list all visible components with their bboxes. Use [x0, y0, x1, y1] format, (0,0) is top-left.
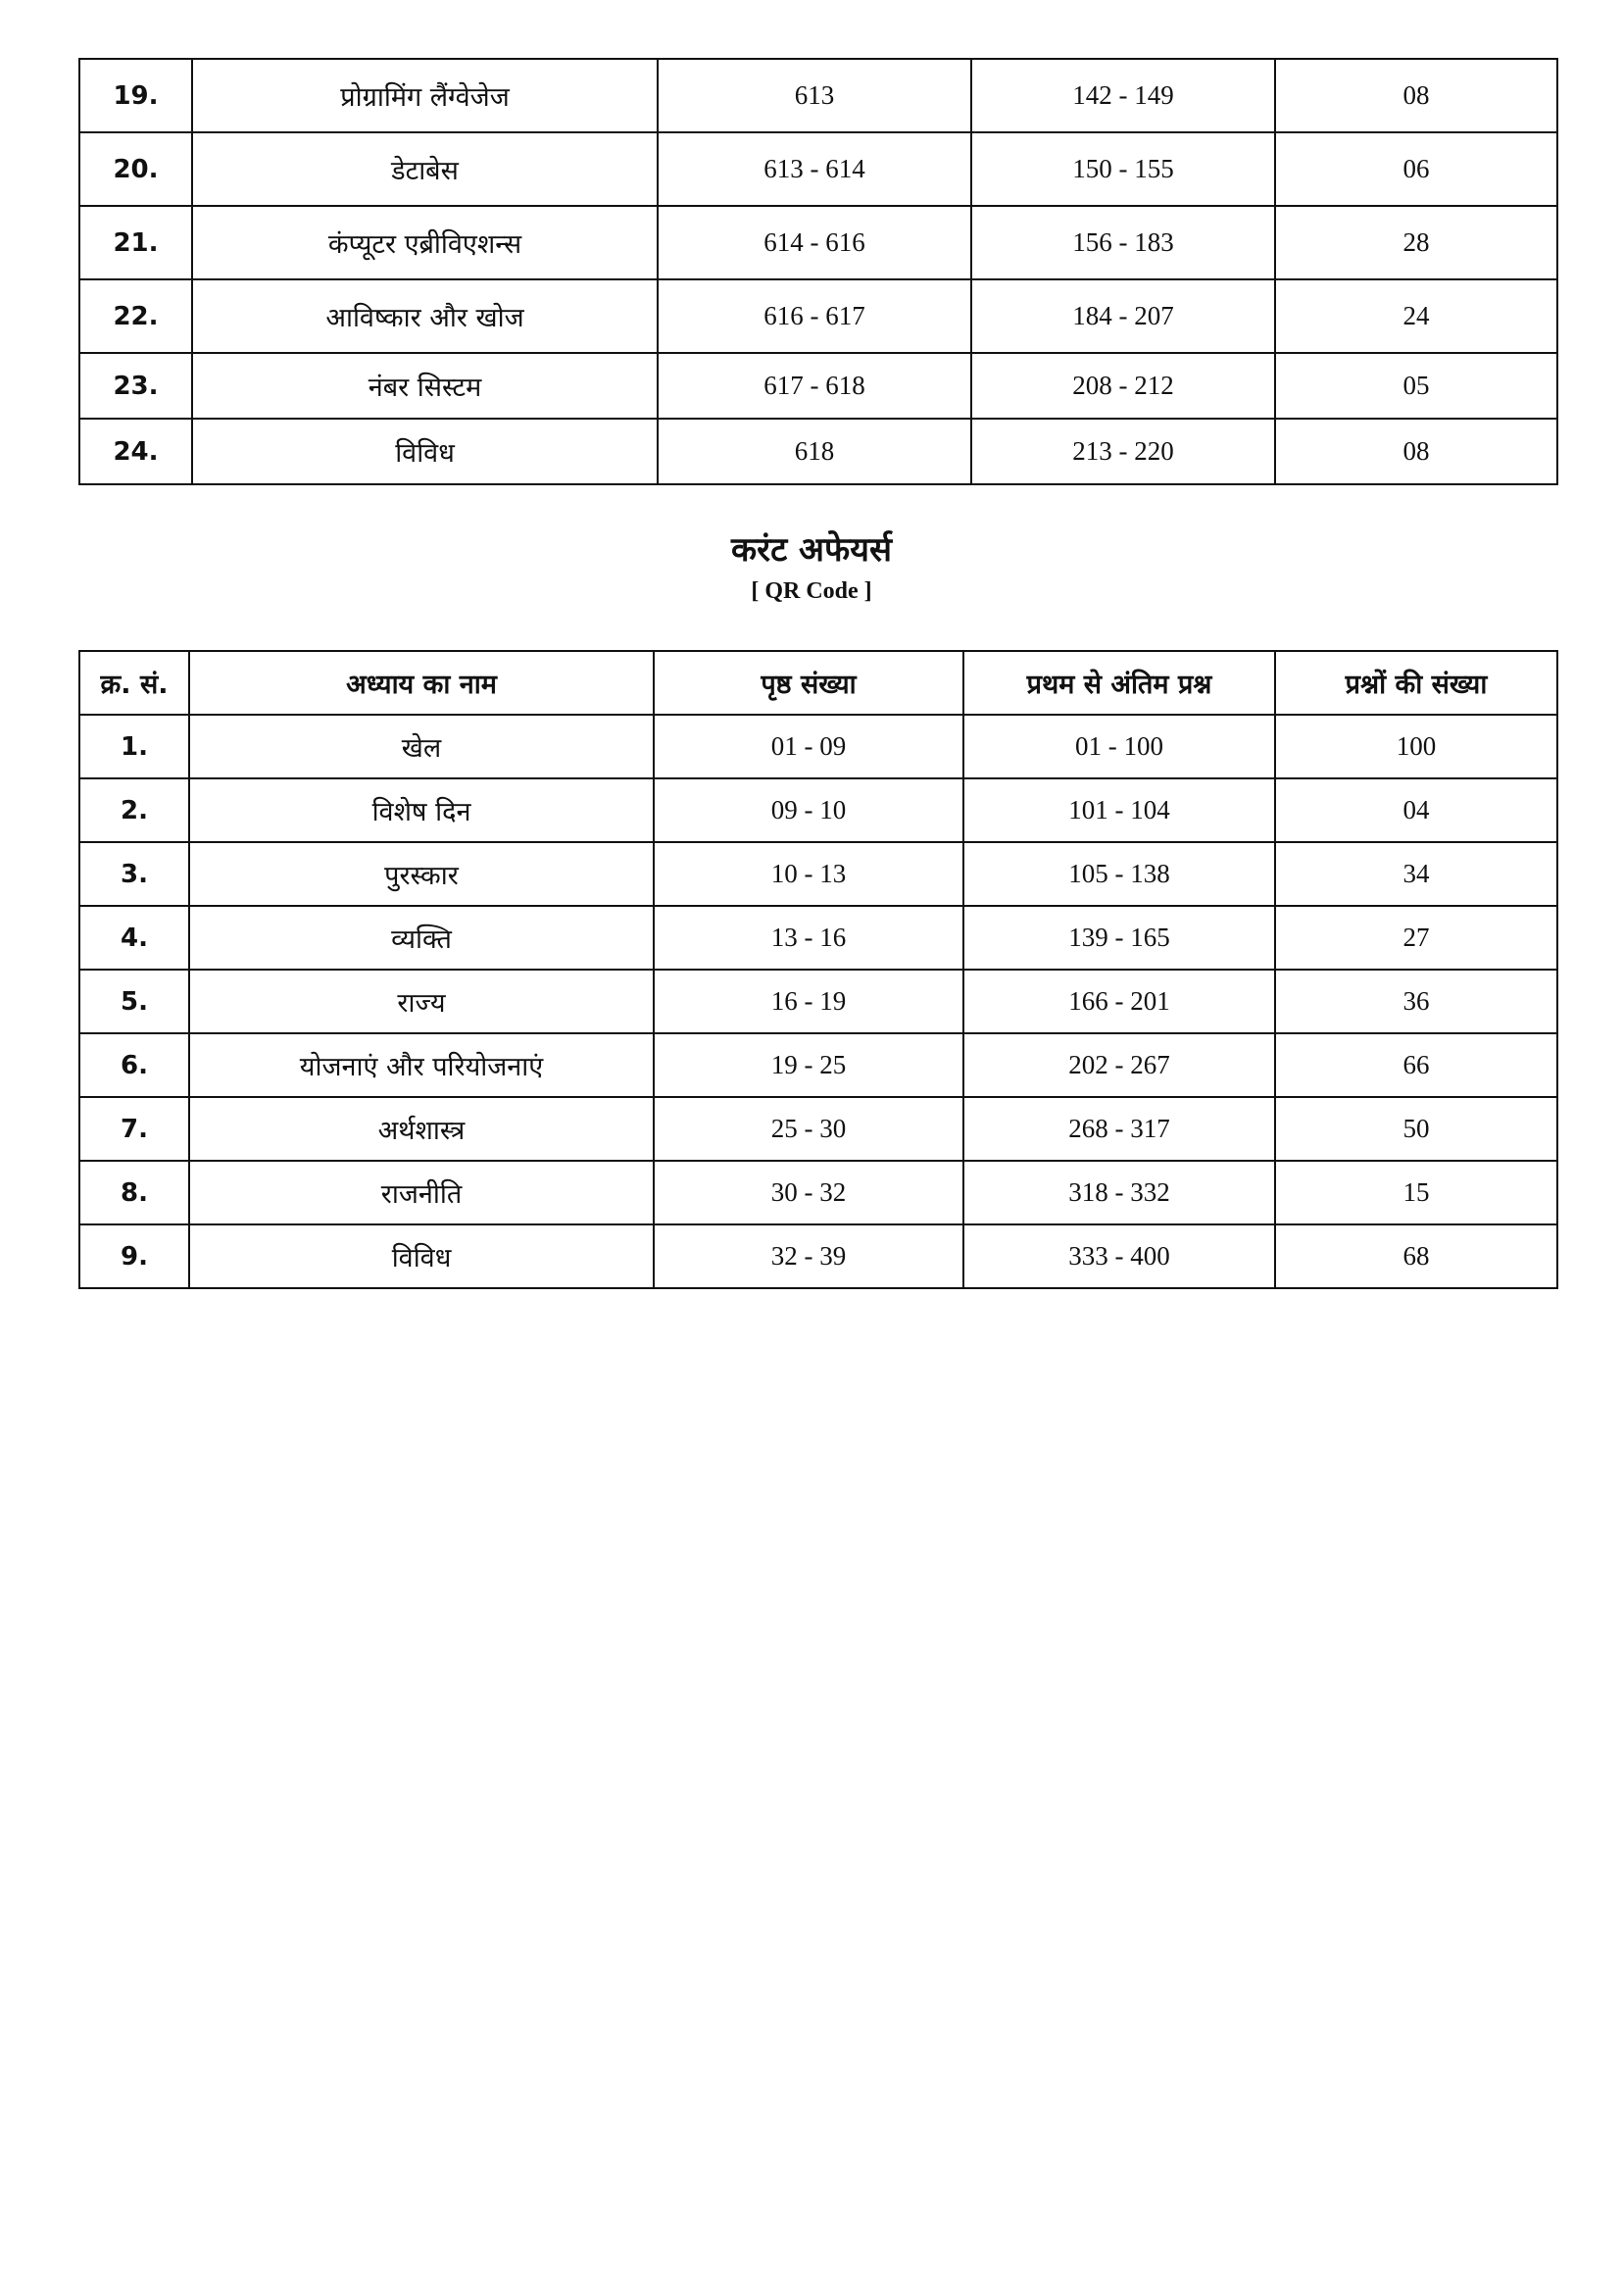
serial-number: 21.	[79, 206, 192, 279]
question-count: 50	[1275, 1097, 1557, 1161]
chapter-name: कंप्यूटर एब्रीविएशन्स	[192, 206, 658, 279]
question-range: 333 - 400	[963, 1224, 1275, 1288]
page-range: 616 - 617	[658, 279, 971, 353]
chapter-name: अर्थशास्त्र	[189, 1097, 654, 1161]
table-row	[79, 353, 1557, 419]
page-range: 25 - 30	[654, 1097, 963, 1161]
page-range: 30 - 32	[654, 1161, 963, 1224]
page-range: 09 - 10	[654, 778, 963, 842]
question-count: 100	[1275, 715, 1557, 778]
serial-number: 4.	[79, 906, 189, 970]
question-count: 08	[1275, 419, 1557, 484]
page-range: 13 - 16	[654, 906, 963, 970]
table-row	[79, 1161, 1557, 1224]
question-range: 268 - 317	[963, 1097, 1275, 1161]
page-range: 32 - 39	[654, 1224, 963, 1288]
toc-table-computer	[78, 58, 1558, 485]
question-count: 28	[1275, 206, 1557, 279]
page-range: 618	[658, 419, 971, 484]
serial-number: 9.	[79, 1224, 189, 1288]
question-range: 150 - 155	[971, 132, 1275, 206]
toc-table-current-affairs	[78, 650, 1558, 1289]
question-range: 101 - 104	[963, 778, 1275, 842]
serial-number: 3.	[79, 842, 189, 906]
chapter-name: राजनीति	[189, 1161, 654, 1224]
question-range: 139 - 165	[963, 906, 1275, 970]
question-count: 15	[1275, 1161, 1557, 1224]
chapter-name: प्रोग्रामिंग लैंग्वेजेज	[192, 59, 658, 132]
page-range: 19 - 25	[654, 1033, 963, 1097]
serial-number: 1.	[79, 715, 189, 778]
question-range: 318 - 332	[963, 1161, 1275, 1224]
table-row	[79, 842, 1557, 906]
chapter-name: योजनाएं और परियोजनाएं	[189, 1033, 654, 1097]
question-count: 05	[1275, 353, 1557, 419]
question-range: 184 - 207	[971, 279, 1275, 353]
chapter-name: डेटाबेस	[192, 132, 658, 206]
serial-number: 5.	[79, 970, 189, 1033]
question-range: 142 - 149	[971, 59, 1275, 132]
table-row	[79, 1224, 1557, 1288]
serial-number: 2.	[79, 778, 189, 842]
table-row	[79, 715, 1557, 778]
page-range: 16 - 19	[654, 970, 963, 1033]
table-row	[79, 419, 1557, 484]
table-row	[79, 906, 1557, 970]
serial-number: 7.	[79, 1097, 189, 1161]
page-range: 10 - 13	[654, 842, 963, 906]
table-row	[79, 970, 1557, 1033]
header-question-count: प्रश्नों की संख्या	[1275, 651, 1557, 715]
serial-number: 22.	[79, 279, 192, 353]
question-count: 68	[1275, 1224, 1557, 1288]
serial-number: 20.	[79, 132, 192, 206]
chapter-name: खेल	[189, 715, 654, 778]
serial-number: 6.	[79, 1033, 189, 1097]
question-range: 213 - 220	[971, 419, 1275, 484]
serial-number: 8.	[79, 1161, 189, 1224]
header-chapter-name: अध्याय का नाम	[189, 651, 654, 715]
chapter-name: राज्य	[189, 970, 654, 1033]
table-row	[79, 1097, 1557, 1161]
question-count: 06	[1275, 132, 1557, 206]
chapter-name: पुरस्कार	[189, 842, 654, 906]
page-range: 617 - 618	[658, 353, 971, 419]
table-row	[79, 59, 1557, 132]
table-row	[79, 279, 1557, 353]
question-count: 08	[1275, 59, 1557, 132]
serial-number: 19.	[79, 59, 192, 132]
question-range: 166 - 201	[963, 970, 1275, 1033]
header-question-range: प्रथम से अंतिम प्रश्न	[963, 651, 1275, 715]
table-row	[79, 132, 1557, 206]
question-count: 24	[1275, 279, 1557, 353]
chapter-name: व्यक्ति	[189, 906, 654, 970]
question-range: 156 - 183	[971, 206, 1275, 279]
chapter-name: विशेष दिन	[189, 778, 654, 842]
page-range: 614 - 616	[658, 206, 971, 279]
header-serial: क्र. सं.	[79, 651, 189, 715]
question-range: 202 - 267	[963, 1033, 1275, 1097]
chapter-name: विविध	[189, 1224, 654, 1288]
serial-number: 24.	[79, 419, 192, 484]
chapter-name: आविष्कार और खोज	[192, 279, 658, 353]
question-range: 01 - 100	[963, 715, 1275, 778]
chapter-name: विविध	[192, 419, 658, 484]
page-range: 01 - 09	[654, 715, 963, 778]
page-range: 613 - 614	[658, 132, 971, 206]
section-title: करंट अफेयर्स	[731, 530, 892, 570]
chapter-name: नंबर सिस्टम	[192, 353, 658, 419]
table-row	[79, 778, 1557, 842]
question-count: 34	[1275, 842, 1557, 906]
question-range: 105 - 138	[963, 842, 1275, 906]
table-header-row	[79, 651, 1557, 715]
question-range: 208 - 212	[971, 353, 1275, 419]
header-page-range: पृष्ठ संख्या	[654, 651, 963, 715]
question-count: 04	[1275, 778, 1557, 842]
table-row	[79, 1033, 1557, 1097]
table-row	[79, 206, 1557, 279]
question-count: 66	[1275, 1033, 1557, 1097]
question-count: 27	[1275, 906, 1557, 970]
page-range: 613	[658, 59, 971, 132]
section-subtitle: [ QR Code ]	[751, 578, 872, 604]
question-count: 36	[1275, 970, 1557, 1033]
serial-number: 23.	[79, 353, 192, 419]
